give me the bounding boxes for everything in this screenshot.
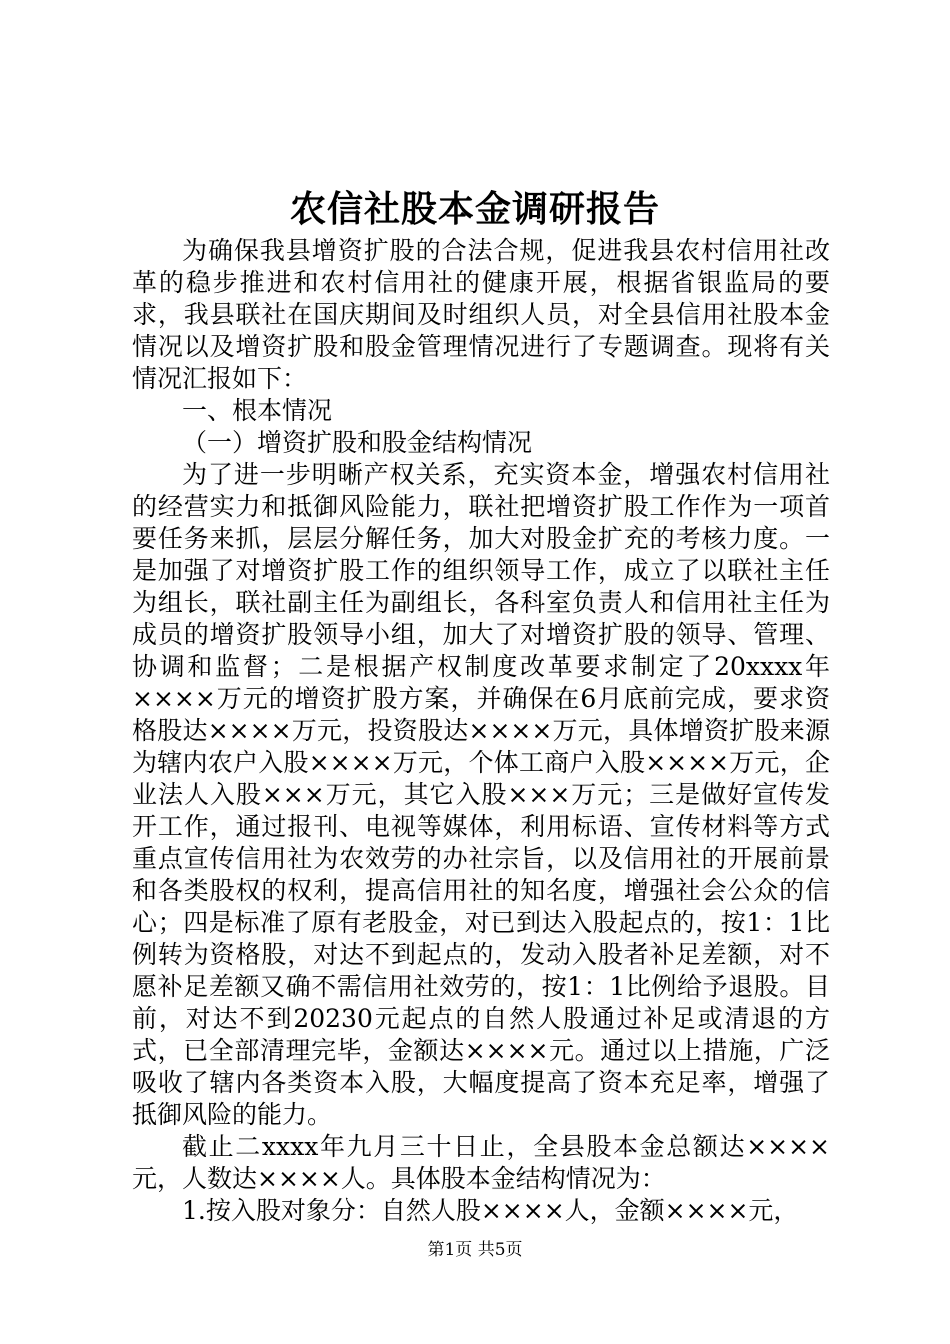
intro-paragraph: 为确保我县增资扩股的合法合规，促进我县农村信用社改革的稳步推进和农村信用社的健康开展，根据省银监局的要求，我县联社在国庆期间及时组织人员，对全县信用社股本金情况以及增资扩股和股金管理情况进行了专题调查。现将有关情况汇报如下： [132, 236, 830, 393]
document-title: 农信社股本金调研报告 [289, 188, 660, 230]
body-paragraph: 为了进一步明晰产权关系，充实资本金，增强农村信用社的经营实力和抵御风险能力，联社把增资扩股工作作为一项首要任务来抓，层层分解任务，加大对股金扩充的考核力度。一是加强了对增资扩股工作的组织领导工作，成立了以联社主任为组长，联社副主任为副组长，各科室负责人和信用社主任为成员的增资扩股领导小组，加大了对增资扩股的领导、管理、协调和监督；二是根据产权制度改革要求制定了20xxxx年××××万元的增资扩股方案，并确保在6月底前完成，要求资格股达××××万元，投资股达××××万元，具体增资扩股来源为辖内农户入股××××万元，个体工商户入股××××万元，企业法人入股×××万元，其它入股×××万元；三是做好宣传发开工作，通过报刊、电视等媒体，利用标语、宣传材料等方式重点宣传信用社为农效劳的办社宗旨，以及信用社的开展前景和各类股权的权利，提高信用社的知名度，增强社会公众的信心；四是标准了原有老股金，对已到达入股起点的，按1：1比例转为资格股，对达不到起点的，发动入股者补足差额，对不愿补足差额又确不需信用社效劳的，按1：1比例给予退股。目前，对达不到20230元起点的自然人股通过补足或清退的方式，已全部清理完毕，金额达××××元。通过以上措施，广泛吸收了辖内各类资本入股，大幅度提高了资本充足率，增强了抵御风险的能力。 [132, 460, 830, 1129]
document-body [132, 235, 830, 1227]
page-footer: 第1页 共5页 [427, 1240, 523, 1260]
section-heading: 一、根本情况 [182, 396, 333, 425]
body-paragraph: 截止二xxxx年九月三十日止，全县股本金总额达××××元，人数达××××人。具体股本金结构情况为： [132, 1132, 830, 1193]
subsection-heading: （一）增资扩股和股金结构情况 [182, 428, 533, 457]
body-paragraph: 1.按入股对象分：自然人股××××人，金额××××元， [182, 1196, 799, 1225]
